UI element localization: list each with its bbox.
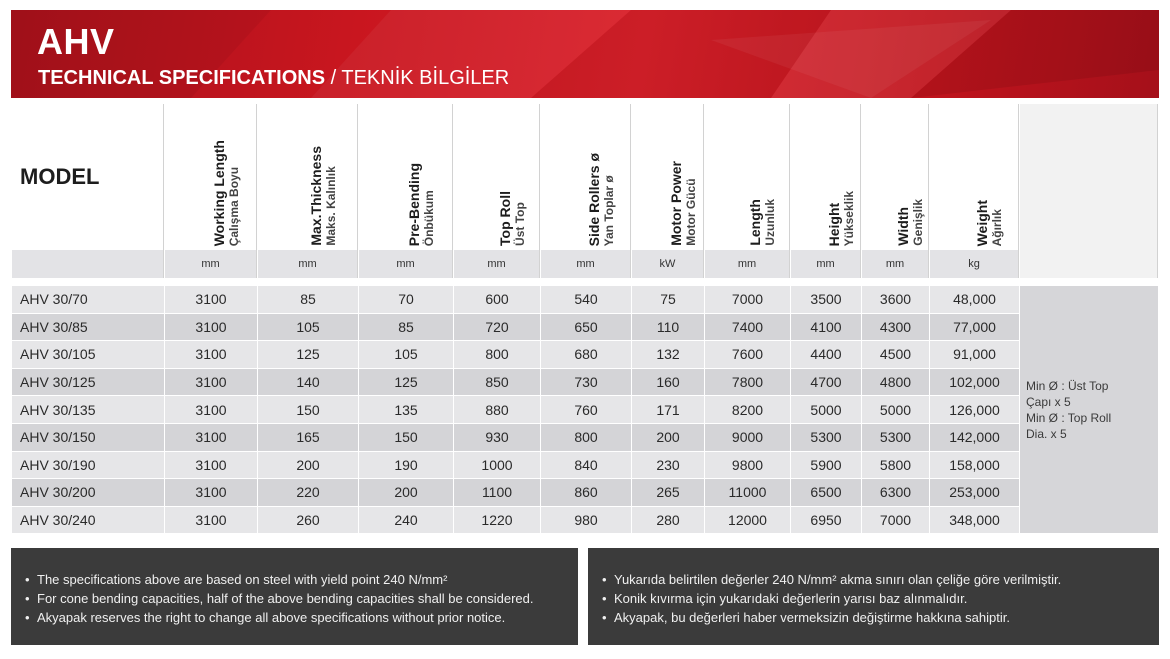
table-cell: 4400 [791, 341, 861, 369]
table-cell: 160 [632, 369, 704, 397]
table-cell: 158,000 [930, 452, 1019, 480]
unit-cell: mm [165, 250, 257, 278]
table-cell: 7400 [705, 314, 790, 342]
table-cell: 110 [632, 314, 704, 342]
table-cell: 85 [258, 286, 358, 314]
model-cell: AHV 30/125 [12, 369, 164, 397]
table-cell: 760 [541, 396, 631, 424]
table-cell: 850 [454, 369, 540, 397]
table-cell: 3600 [862, 286, 929, 314]
table-cell: 8200 [705, 396, 790, 424]
unit-cell: mm [862, 250, 929, 278]
table-cell: 980 [541, 507, 631, 535]
table-cell: 260 [258, 507, 358, 535]
unit-cell: mm [258, 250, 358, 278]
table-cell: 7000 [705, 286, 790, 314]
note-line: Dia. x 5 [1026, 426, 1067, 441]
table-cell: 265 [632, 479, 704, 507]
table-cell: 720 [454, 314, 540, 342]
table-cell: 4300 [862, 314, 929, 342]
table-cell: 9000 [705, 424, 790, 452]
table-cell: 6950 [791, 507, 861, 535]
table-cell: 800 [454, 341, 540, 369]
table-cell: 4800 [862, 369, 929, 397]
table-cell: 3100 [165, 369, 257, 397]
table-cell: 253,000 [930, 479, 1019, 507]
notes-english [11, 548, 578, 645]
table-cell: 680 [541, 341, 631, 369]
spec-table [11, 104, 1159, 534]
table-cell: 3100 [165, 507, 257, 535]
table-cell: 77,000 [930, 314, 1019, 342]
unit-cell: mm [541, 250, 631, 278]
table-cell: 3100 [165, 452, 257, 480]
table-cell: 3100 [165, 341, 257, 369]
table-cell: 125 [359, 369, 453, 397]
table-cell: 5900 [791, 452, 861, 480]
table-cell: 171 [632, 396, 704, 424]
table-row [12, 369, 1158, 397]
table-cell: 11000 [705, 479, 790, 507]
col-header-width: Width Genişlik [862, 104, 929, 250]
table-cell: 4500 [862, 341, 929, 369]
table-row [12, 507, 1158, 535]
col-header-side-rollers: Side Rollers ø Yan Toplar ø [541, 104, 631, 250]
table-cell: 860 [541, 479, 631, 507]
table-cell: 5000 [862, 396, 929, 424]
table-cell: 102,000 [930, 369, 1019, 397]
table-cell: 126,000 [930, 396, 1019, 424]
table-cell: 800 [541, 424, 631, 452]
col-header-top-roll: Top Roll Üst Top [454, 104, 540, 250]
note-item: • Konik kıvırma için yukarıdaki değerlerin yarısı baz alınmalıdır. [602, 589, 1159, 608]
subtitle-tr: TEKNİK BİLGİLER [341, 67, 510, 89]
table-cell: 3100 [165, 286, 257, 314]
table-cell: 105 [258, 314, 358, 342]
unit-cell: mm [359, 250, 453, 278]
table-cell: 75 [632, 286, 704, 314]
model-header: MODEL [12, 104, 164, 250]
unit-row [12, 250, 1158, 278]
table-row [12, 341, 1158, 369]
note-item: • Akyapak reserves the right to change all above specifications without prior notice. [25, 608, 578, 627]
table-cell: 190 [359, 452, 453, 480]
table-cell: 132 [632, 341, 704, 369]
note-line: Min Ø : Üst Top [1026, 378, 1109, 393]
table-row [12, 452, 1158, 480]
table-cell: 600 [454, 286, 540, 314]
table-cell: 240 [359, 507, 453, 535]
model-cell: AHV 30/200 [12, 479, 164, 507]
table-cell: 48,000 [930, 286, 1019, 314]
product-title: AHV [37, 21, 115, 62]
table-cell: 540 [541, 286, 631, 314]
note-item: • Yukarıda belirtilen değerler 240 N/mm² akma sınırı olan çeliğe göre verilmiştir. [602, 570, 1159, 589]
table-cell: 105 [359, 341, 453, 369]
table-cell: 7000 [862, 507, 929, 535]
notes-turkish [588, 548, 1159, 645]
roll-diameter-note [1020, 286, 1158, 534]
table-cell: 3100 [165, 424, 257, 452]
note-line: Çapı x 5 [1026, 394, 1071, 409]
table-cell: 6500 [791, 479, 861, 507]
col-header-max-thickness: Max.Thickness Maks. Kalınlık [258, 104, 358, 250]
table-cell: 1000 [454, 452, 540, 480]
note-line: Min Ø : Top Roll [1026, 410, 1112, 425]
model-cell: AHV 30/105 [12, 341, 164, 369]
table-cell: 150 [258, 396, 358, 424]
unit-cell: mm [705, 250, 790, 278]
col-header-motor-power: Motor Power Motor Gücü [632, 104, 704, 250]
table-cell: 85 [359, 314, 453, 342]
unit-cell: mm [454, 250, 540, 278]
table-cell: 5300 [862, 424, 929, 452]
table-cell: 150 [359, 424, 453, 452]
table-cell: 880 [454, 396, 540, 424]
table-cell: 5000 [791, 396, 861, 424]
table-cell: 348,000 [930, 507, 1019, 535]
table-cell: 140 [258, 369, 358, 397]
table-cell: 165 [258, 424, 358, 452]
table-cell: 7600 [705, 341, 790, 369]
table-cell: 840 [541, 452, 631, 480]
table-row [12, 314, 1158, 342]
note-item: • The specifications above are based on steel with yield point 240 N/mm² [25, 570, 578, 589]
subtitle-en: TECHNICAL SPECIFICATIONS [38, 67, 326, 89]
table-cell: 650 [541, 314, 631, 342]
model-cell: AHV 30/240 [12, 507, 164, 535]
model-cell: AHV 30/85 [12, 314, 164, 342]
table-cell: 5800 [862, 452, 929, 480]
table-cell: 9800 [705, 452, 790, 480]
table-cell: 280 [632, 507, 704, 535]
subtitle-separator: / [325, 67, 342, 89]
table-cell: 3100 [165, 396, 257, 424]
col-header-pre-bending: Pre-Bending Önbükum [359, 104, 453, 250]
unit-cell: kW [632, 250, 704, 278]
table-cell: 200 [632, 424, 704, 452]
header-row [12, 104, 1158, 250]
table-cell: 91,000 [930, 341, 1019, 369]
table-row [12, 286, 1158, 314]
table-cell: 12000 [705, 507, 790, 535]
table-cell: 1100 [454, 479, 540, 507]
table-cell: 220 [258, 479, 358, 507]
model-cell: AHV 30/135 [12, 396, 164, 424]
unit-cell: mm [791, 250, 861, 278]
table-cell: 7800 [705, 369, 790, 397]
col-header-height: Height Yükseklik [791, 104, 861, 250]
col-header-length: Length Uzunluk [705, 104, 790, 250]
table-cell: 4100 [791, 314, 861, 342]
unit-cell: kg [930, 250, 1019, 278]
table-row [12, 424, 1158, 452]
note-item: • For cone bending capacities, half of the above bending capacities shall be considered. [25, 589, 578, 608]
table-cell: 730 [541, 369, 631, 397]
model-cell: AHV 30/70 [12, 286, 164, 314]
table-cell: 3100 [165, 479, 257, 507]
table-cell: 6300 [862, 479, 929, 507]
table-cell: 200 [359, 479, 453, 507]
table-row [12, 396, 1158, 424]
model-cell: AHV 30/150 [12, 424, 164, 452]
col-header-weight: Weight Ağırlık [930, 104, 1019, 250]
table-cell: 70 [359, 286, 453, 314]
table-cell: 1220 [454, 507, 540, 535]
header-banner [11, 10, 1159, 98]
table-cell: 142,000 [930, 424, 1019, 452]
table-cell: 5300 [791, 424, 861, 452]
table-cell: 230 [632, 452, 704, 480]
table-cell: 930 [454, 424, 540, 452]
table-cell: 3500 [791, 286, 861, 314]
page-subtitle [38, 68, 509, 88]
model-cell: AHV 30/190 [12, 452, 164, 480]
table-cell: 135 [359, 396, 453, 424]
table-row [12, 479, 1158, 507]
note-item: • Akyapak, bu değerleri haber vermeksizin değiştirme hakkına sahiptir. [602, 608, 1159, 627]
table-cell: 200 [258, 452, 358, 480]
header-blank [1020, 104, 1158, 278]
table-cell: 125 [258, 341, 358, 369]
unit-cell [12, 250, 164, 278]
col-header-working-length: Working Length Çalışma Boyu [165, 104, 257, 250]
table-cell: 3100 [165, 314, 257, 342]
table-cell: 4700 [791, 369, 861, 397]
